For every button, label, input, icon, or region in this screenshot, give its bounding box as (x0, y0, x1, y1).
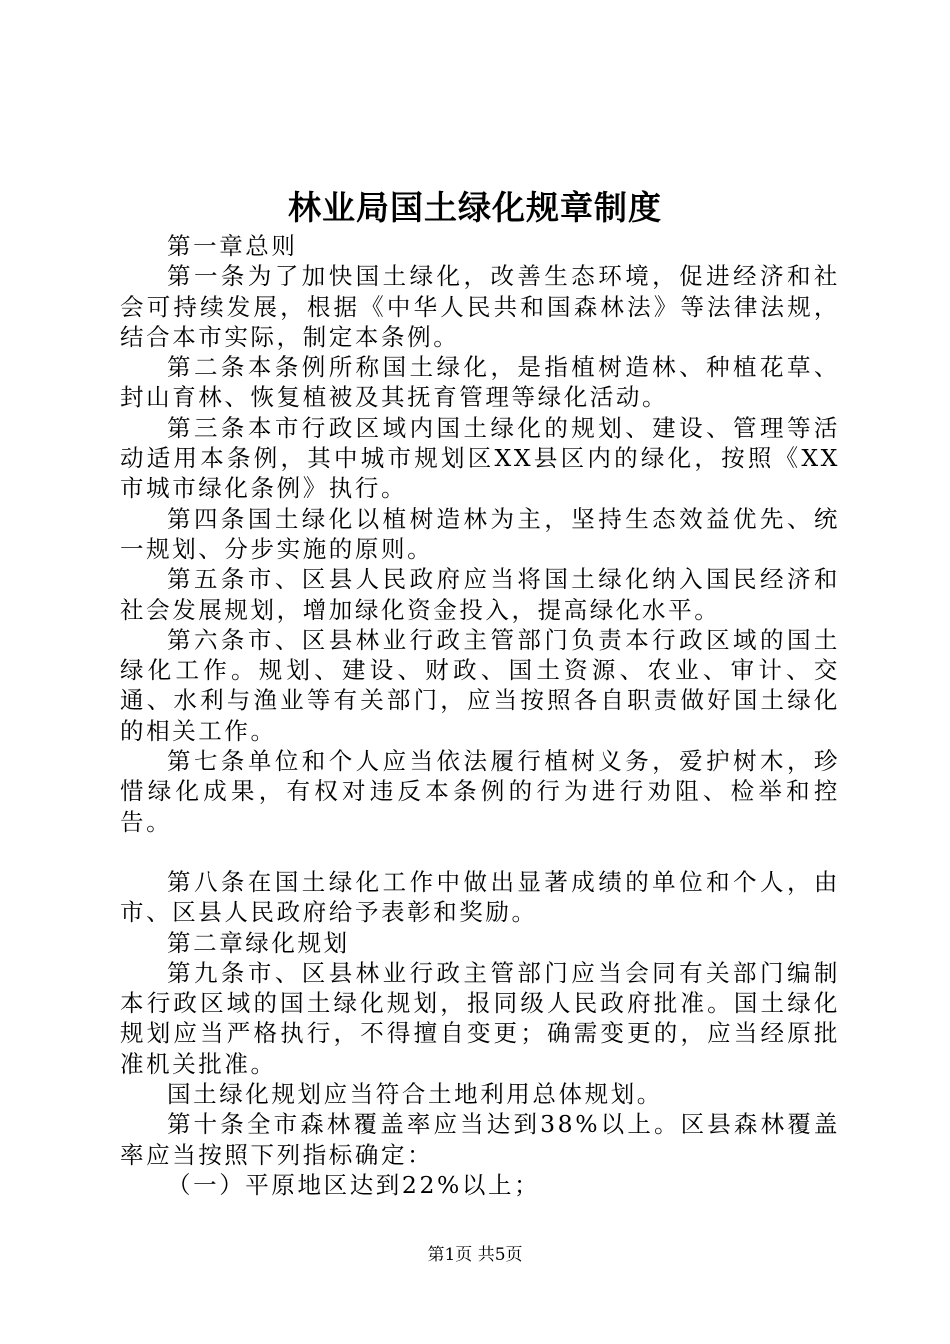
article-paragraph: 第四条国土绿化以植树造林为主，坚持生态效益优先、统一规划、分步实施的原则。 (120, 504, 840, 563)
article-paragraph: 第三条本市行政区域内国土绿化的规划、建设、管理等活动适用本条例，其中城市规划区XX县区内的绿化，按照《XX市城市绿化条例》执行。 (120, 413, 840, 503)
document-title: 林业局国土绿化规章制度 (288, 188, 662, 227)
list-item: （一）平原地区达到22%以上； (167, 1170, 541, 1199)
article-paragraph: 国土绿化规划应当符合土地利用总体规划。 (167, 1080, 663, 1109)
article-paragraph: 第二条本条例所称国土绿化，是指植树造林、种植花草、封山育林、恢复植被及其抚育管理等绿化活动。 (120, 353, 840, 412)
article-paragraph: 第九条市、区县林业行政主管部门应当会同有关部门编制本行政区域的国土绿化规划，报同级人民政府批准。国土绿化规划应当严格执行，不得擅自变更；确需变更的，应当经原批准机关批准。 (120, 958, 840, 1078)
chapter-heading: 第二章绿化规划 (167, 928, 350, 957)
article-paragraph: 第十条全市森林覆盖率应当达到38%以上。区县森林覆盖率应当按照下列指标确定： (120, 1110, 840, 1169)
article-paragraph: 第五条市、区县人民政府应当将国土绿化纳入国民经济和社会发展规划，增加绿化资金投入，提高绿化水平。 (120, 565, 840, 624)
article-paragraph: 第七条单位和个人应当依法履行植树义务，爱护树木，珍惜绿化成果，有权对违反本条例的行为进行劝阻、检举和控告。 (120, 747, 840, 836)
article-paragraph: 第一条为了加快国土绿化，改善生态环境，促进经济和社会可持续发展，根据《中华人民共和国森林法》等法律法规，结合本市实际，制定本条例。 (120, 262, 840, 351)
article-paragraph: 第八条在国土绿化工作中做出显著成绩的单位和个人，由市、区县人民政府给予表彰和奖励。 (120, 867, 840, 927)
article-paragraph: 第六条市、区县林业行政主管部门负责本行政区域的国土绿化工作。规划、建设、财政、国土资源、农业、审计、交通、水利与渔业等有关部门，应当按照各自职责做好国土绿化的相关工作。 (120, 625, 840, 745)
document-body (120, 231, 840, 1200)
chapter-heading: 第一章总则 (167, 232, 298, 260)
page-indicator: 第1页 共5页 (427, 1245, 523, 1265)
